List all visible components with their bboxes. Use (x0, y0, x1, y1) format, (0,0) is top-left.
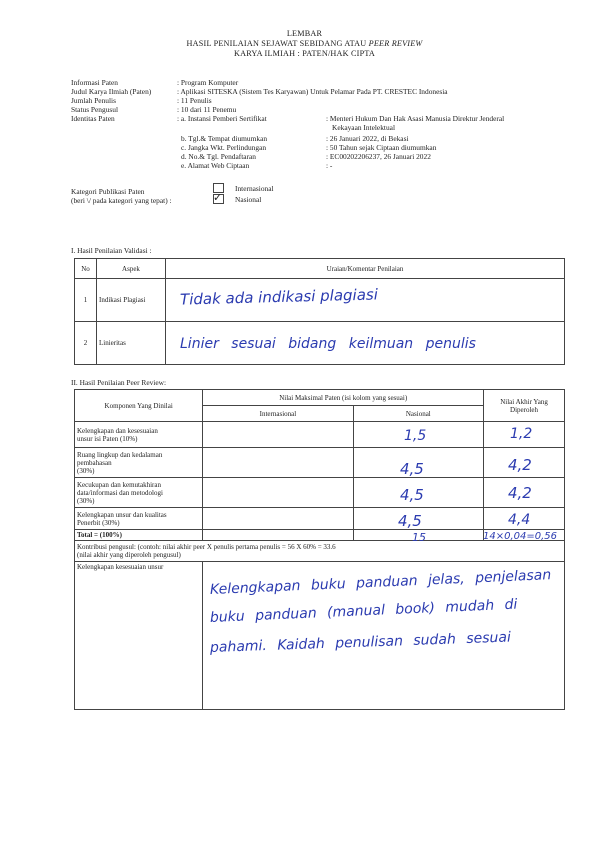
komentar-label: Kelengkapan kesesuaian unsur (75, 562, 203, 710)
komentar-line3: pahami. Kaidah penulisan sudah sesuai (209, 629, 512, 656)
validasi-header-row (75, 259, 565, 279)
row-aspek: Linieritas (97, 322, 166, 365)
table-row (75, 478, 565, 508)
komponen-line: data/informasi dan metodologi (77, 488, 163, 497)
table-row (75, 422, 565, 448)
doc-title-line2 (0, 39, 609, 49)
komponen-cell (75, 478, 203, 508)
info-label: Judul Karya Ilmiah (Paten) (71, 87, 152, 96)
komponen-line: (30%) (77, 466, 95, 475)
komponen-line: (30%) (77, 496, 95, 505)
info-value: : a. Instansi Pemberi Sertifikat (177, 114, 267, 123)
internasional-cell (203, 478, 353, 508)
komentar-line1: Kelengkapan buku panduan jelas, penjelasan (209, 567, 552, 598)
info-value: : Aplikasi SITESKA (Sistem Tes Karyawan) Untuk Pelamar Pada PT. CRESTEC Indonesia (177, 87, 448, 96)
akhir-score: 1,2 (510, 426, 533, 442)
info-value: : Program Komputer (177, 78, 239, 87)
peer-review-table (74, 389, 565, 710)
identitas-sub-label: c. Jangka Wkt. Perlindungan (181, 143, 267, 152)
identitas-sub-value: : EC00202206237, 26 Januari 2022 (326, 152, 431, 161)
identitas-sub-label: b. Tgl.& Tempat diumumkan (181, 134, 268, 143)
internasional-cell (203, 448, 353, 478)
col-nasional: Nasional (353, 406, 484, 422)
col-no: No (75, 259, 97, 279)
akhir-score: 4,2 (508, 456, 532, 474)
col-internasional: Internasional (203, 406, 353, 422)
komponen-line: pembahasan (77, 458, 112, 467)
identitas-sub-label: d. No.& Tgl. Pendaftaran (181, 152, 256, 161)
kontribusi-cell (75, 541, 565, 562)
info-label: Identitas Paten (71, 114, 115, 123)
row-no: 1 (75, 279, 97, 322)
nasional-score: 4,5 (400, 486, 424, 504)
identitas-sub-label: e. Alamat Web Ciptaan (181, 161, 250, 170)
komponen-line: Kecukupan dan kemutakhiran (77, 480, 161, 489)
doc-title-line3: KARYA ILMIAH : PATEN/HAK CIPTA (233, 49, 376, 58)
identitas-sub-value: : 50 Tahun sejak Ciptaan diumumkan (326, 143, 437, 152)
komponen-line: Kelengkapan dan kesesuaian (77, 426, 158, 435)
komponen-line: unsur isi Paten (10%) (77, 434, 138, 443)
doc-title-line2-prefix: HASIL PENILAIAN SEJAWAT SEBIDANG ATAU (186, 39, 369, 48)
akhir-score: 4,2 (508, 484, 532, 502)
info-label: Jumlah Penulis (71, 96, 116, 105)
akhir-score: 4,4 (508, 512, 531, 528)
col-nilai-akhir-line2: Diperoleh (510, 405, 539, 414)
instansi-value-line2: Kekayaan Intelektual (332, 123, 395, 132)
komponen-line: Penerbit (30%) (77, 518, 120, 527)
info-label: Informasi Paten (71, 78, 118, 87)
kontribusi-row (75, 541, 565, 562)
table-row (75, 448, 565, 478)
komponen-line: Kelengkapan unsur dan kualitas (77, 510, 167, 519)
row-no: 2 (75, 322, 97, 365)
info-value: : 10 dari 11 Penemu (177, 105, 237, 114)
komentar-linieritas: Linier sesuai bidang keilmuan penulis (180, 336, 476, 352)
col-nilai-akhir-line1: Nilai Akhir Yang (500, 397, 548, 406)
info-label: Status Pengusul (71, 105, 119, 114)
col-uraian: Uraian/Komentar Penilaian (166, 259, 565, 279)
instansi-value-line1: : Menteri Hukum Dan Hak Asasi Manusia Direktur Jenderal (326, 114, 505, 123)
col-aspek: Aspek (97, 259, 166, 279)
doc-title-line1: LEMBAR (286, 29, 323, 38)
section1-title: I. Hasil Penilaian Validasi : (71, 246, 152, 255)
peer-header-row (75, 390, 565, 406)
kategori-hint: (beri \/ pada kategori yang tepat) : (71, 196, 172, 205)
komentar-line2: buku panduan (manual book) mudah di (209, 596, 518, 626)
nasional-score: 4,5 (400, 460, 424, 478)
internasional-cell (203, 422, 353, 448)
kategori-option-internasional: Internasional (235, 184, 274, 193)
kategori-label: Kategori Publikasi Paten (71, 187, 145, 196)
komponen-cell (75, 508, 203, 530)
kategori-option-nasional: Nasional (235, 195, 262, 204)
internasional-cell (203, 508, 353, 530)
total-label: Total = (100%) (75, 530, 203, 541)
col-nilai-maks: Nilai Maksimal Paten (isi kolom yang sesuai) (203, 390, 484, 406)
row-aspek: Indikasi Plagiasi (97, 279, 166, 322)
kontribusi-line1: Kontribusi pengusul: (contoh: nilai akhir peer X penulis pertama penulis = 56 X 60% = 33.6 (77, 543, 336, 551)
section2-title: II. Hasil Penilaian Peer Review: (71, 378, 167, 387)
komponen-line: Ruang lingkup dan kedalaman (77, 450, 163, 459)
nasional-score: 1,5 (404, 428, 427, 444)
identitas-sub-value: : - (326, 161, 333, 170)
kontribusi-line2: (nilai akhir yang diperoleh pengusul) (77, 551, 181, 559)
info-value: : 11 Penulis (177, 96, 212, 105)
total-akhir: 14×0,04=0,56 (483, 531, 558, 542)
col-komponen: Komponen Yang Dinilai (75, 390, 203, 422)
internasional-cell (203, 530, 353, 541)
col-nilai-akhir (484, 390, 565, 422)
doc-title-line2-italic: PEER REVIEW (368, 39, 423, 48)
komponen-cell (75, 448, 203, 478)
identitas-sub-value: : 26 Januari 2022, di Bekasi (326, 134, 409, 143)
nasional-score: 4,5 (398, 512, 422, 530)
table-row (75, 508, 565, 530)
total-nasional: 15 (412, 531, 426, 544)
komponen-cell (75, 422, 203, 448)
check-mark-icon: ✓ (213, 191, 223, 204)
komentar-plagiasi: Tidak ada indikasi plagiasi (179, 285, 379, 309)
